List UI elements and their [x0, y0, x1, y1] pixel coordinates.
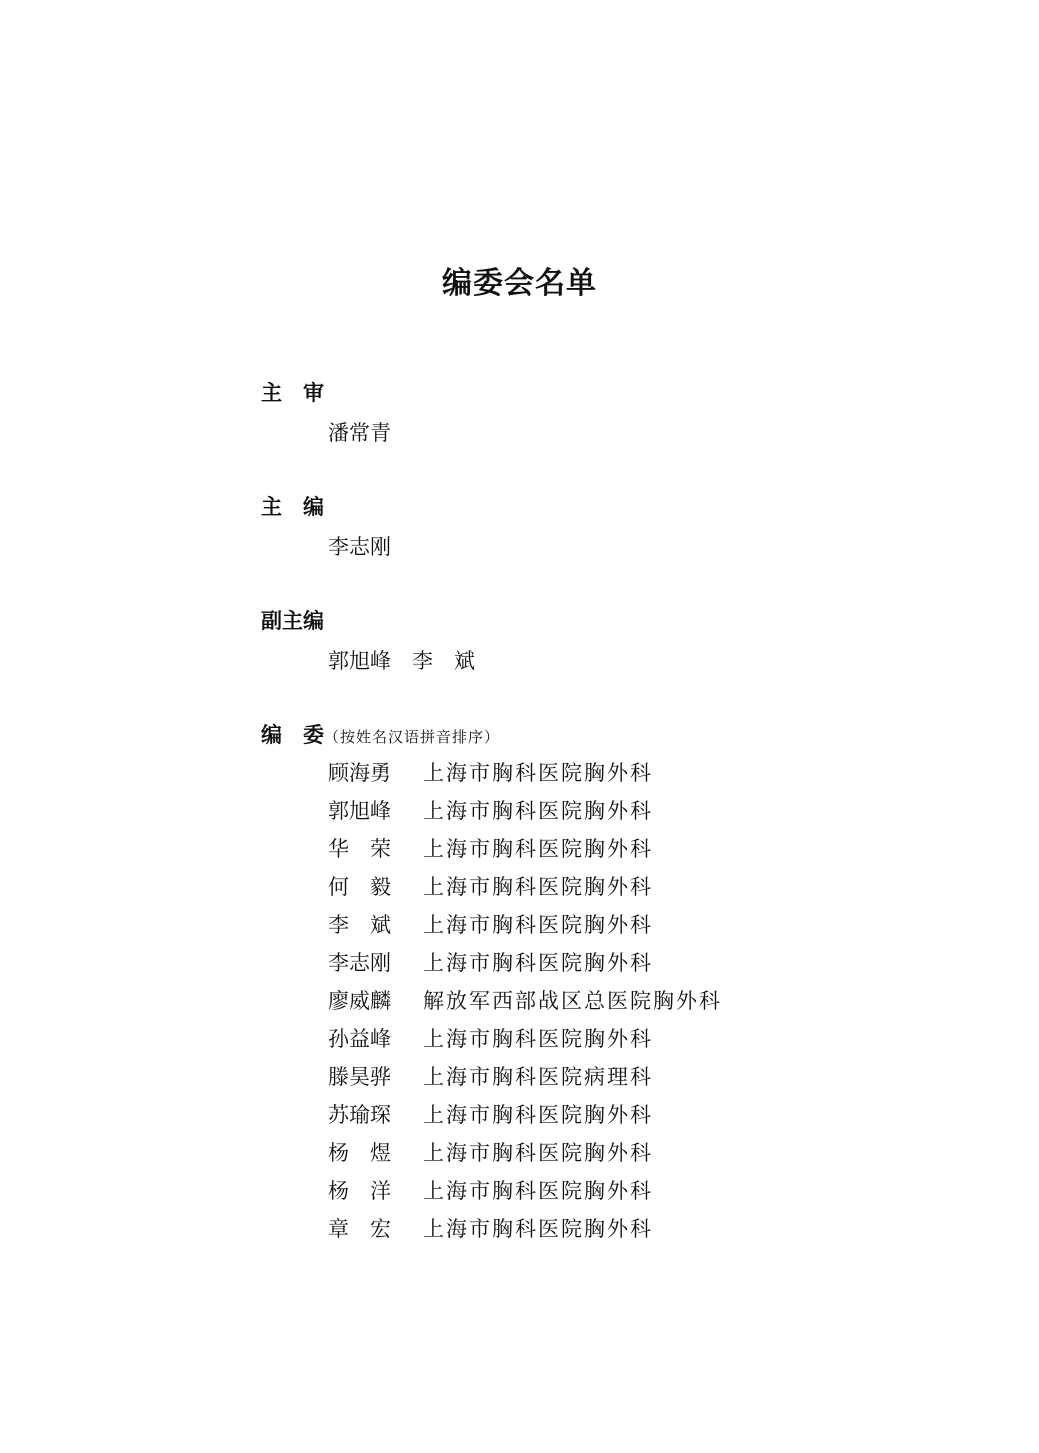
member-affiliation: 上海市胸科医院胸外科 [423, 799, 653, 823]
member-row [261, 830, 722, 868]
member-row [261, 944, 722, 982]
member-row [261, 868, 722, 906]
member-row [261, 1210, 722, 1248]
deputy-editors-role-label: 副主编 [261, 609, 324, 633]
member-row [261, 1020, 722, 1058]
chief-editor-names: 李志刚 [328, 535, 391, 559]
deputy-editors-names: 郭旭峰 李 斌 [328, 649, 475, 673]
member-affiliation: 上海市胸科医院胸外科 [423, 913, 653, 937]
page-title: 编委会名单 [442, 266, 597, 301]
member-affiliation: 上海市胸科医院胸外科 [423, 1217, 653, 1241]
editorial-board-role-label: 编 委 [261, 723, 324, 747]
member-name: 廖威麟 [328, 989, 391, 1013]
editorial-board-section [261, 720, 722, 1248]
member-name: 苏瑜琛 [328, 1103, 391, 1127]
member-row [261, 792, 722, 830]
member-row [261, 754, 722, 792]
member-affiliation: 上海市胸科医院胸外科 [423, 1027, 653, 1051]
member-name: 华 荣 [328, 837, 391, 861]
member-row [261, 1058, 722, 1096]
chief-editor-section [261, 492, 391, 562]
member-name: 孙益峰 [328, 1027, 391, 1051]
member-name: 顾海勇 [328, 761, 391, 785]
member-row [261, 1172, 722, 1210]
editorial-board-heading [261, 720, 722, 750]
member-row [261, 906, 722, 944]
deputy-editors-section [261, 606, 475, 676]
member-row [261, 1096, 722, 1134]
sort-order-note: （按姓名汉语拼音排序） [324, 728, 501, 746]
member-name: 李 斌 [328, 913, 391, 937]
reviewer-role-label: 主 审 [261, 381, 324, 405]
member-name: 滕昊骅 [328, 1065, 391, 1089]
member-name: 杨 洋 [328, 1179, 391, 1203]
member-row [261, 1134, 722, 1172]
member-name: 章 宏 [328, 1217, 391, 1241]
member-name: 李志刚 [328, 951, 391, 975]
member-affiliation: 上海市胸科医院胸外科 [423, 1141, 653, 1165]
member-name: 杨 煜 [328, 1141, 391, 1165]
member-affiliation: 上海市胸科医院病理科 [423, 1065, 653, 1089]
member-affiliation: 解放军西部战区总医院胸外科 [423, 989, 722, 1013]
member-affiliation: 上海市胸科医院胸外科 [423, 1103, 653, 1127]
reviewer-section [261, 378, 391, 448]
chief-editor-role-label: 主 编 [261, 495, 324, 519]
member-affiliation: 上海市胸科医院胸外科 [423, 875, 653, 899]
member-row [261, 982, 722, 1020]
member-affiliation: 上海市胸科医院胸外科 [423, 837, 653, 861]
member-list [261, 754, 722, 1248]
member-affiliation: 上海市胸科医院胸外科 [423, 1179, 653, 1203]
member-name: 何 毅 [328, 875, 391, 899]
member-affiliation: 上海市胸科医院胸外科 [423, 761, 653, 785]
member-name: 郭旭峰 [328, 799, 391, 823]
reviewer-names: 潘常青 [328, 421, 391, 445]
member-affiliation: 上海市胸科医院胸外科 [423, 951, 653, 975]
